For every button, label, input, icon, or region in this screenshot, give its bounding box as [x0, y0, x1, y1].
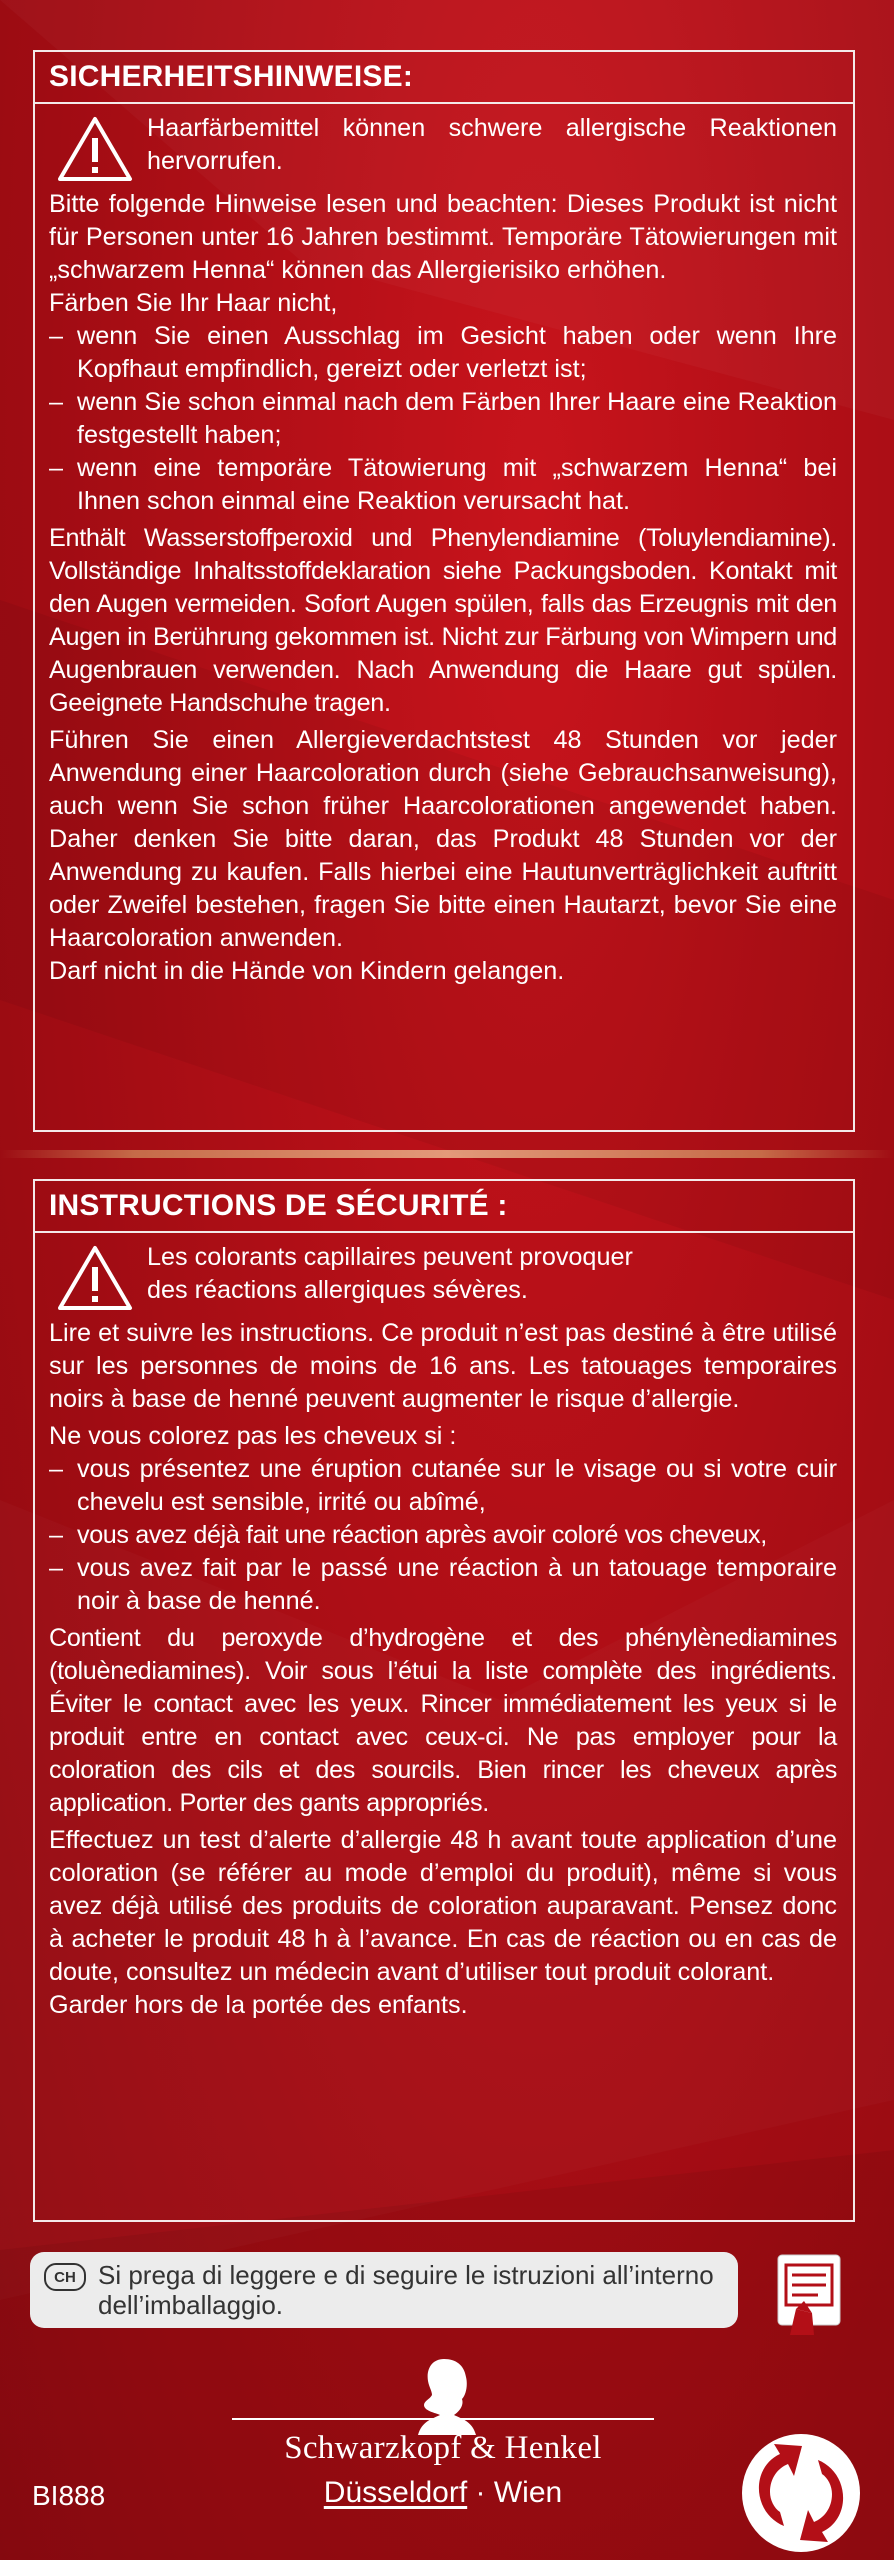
lead-text: Färben Sie Ihr Haar nicht,: [49, 289, 338, 317]
safety-box-french: [33, 1179, 855, 2222]
logo-rule: [232, 2418, 654, 2420]
list-item: – vous avez déjà fait une réaction après avoir coloré vos cheveux,: [49, 1521, 767, 1549]
brand-city-separator: ·: [467, 2476, 494, 2509]
brand-cities: [232, 2476, 654, 2510]
ingredients-text: Contient du peroxyde d’hydrogène et des phénylènediamines (toluènediamines). Voir sous l’étui la liste complète des ingrédients. Éviter le contact avec les yeux. Rincer immédiatement les yeux si le produit entre en contact avec ceux-ci. Ne pas employer pour la coloration des cils et des sourcils. Bien rincer les cheveux après application. Porter des gants appropriés.: [49, 1624, 837, 1817]
allergy-test-text: Führen Sie einen Allergieverdachtstest 48 Stunden vor jeder Anwendung einer Haarcoloration durch (siehe Gebrauchsanweisung), auch wenn Sie schon früher Haarcolorationen angewendet haben. Daher denken Sie bitte daran, das Produkt 48 Stunden vor der Anwendung zu kaufen. Falls hierbei eine Hautunverträglichkeit auftritt oder Zweifel bestehen, fragen Sie bitte einen Hautarzt, bevor Sie eine Haarcoloration anwenden.: [49, 726, 837, 952]
list-item: – vous présentez une éruption cutanée sur le visage ou si votre cuir chevelu est sensible, irrité ou abîmé,: [49, 1455, 837, 1516]
brand-city-1: Düsseldorf: [323, 2476, 468, 2509]
swiss-notice: [30, 2252, 738, 2328]
brand-city-2: Wien: [493, 2476, 563, 2509]
intro-text: Bitte folgende Hinweise lesen und beachten: Dieses Produkt ist nicht für Personen unter 16 Jahren bestimmt. Temporäre Tätowierungen mit „schwarzem Henna“ können das Allergierisiko erhöhen.: [49, 190, 837, 284]
children-warning-text: Garder hors de la portée des enfants.: [49, 1991, 468, 2019]
product-code: BI888: [32, 2480, 106, 2511]
safety-text-german: [35, 104, 853, 988]
list-item: – vous avez fait par le passé une réaction à un tatouage temporaire noir à base de henné.: [49, 1554, 837, 1615]
allergy-test-text: Effectuez un test d’alerte d’allergie 48 h avant toute application d’une coloration (se référer au mode d’emploi du produit), même si vous avez déjà utilisé des produits de coloration auparavant. Pensez donc à acheter le produit 48 h à l’avance. En cas de réaction ou en cas de doute, consultez un médecin avant d’utiliser tout produit colorant.: [49, 1826, 837, 1986]
warning-triangle-icon: [57, 1245, 133, 1311]
safety-box-german: [33, 50, 855, 1132]
warning-text: Les colorants capillaires peuvent provoquer des réactions allergiques sévères.: [147, 1243, 633, 1304]
children-warning-text: Darf nicht in die Hände von Kindern gelangen.: [49, 957, 565, 985]
section-divider: [0, 1150, 894, 1158]
list-item: – wenn Sie schon einmal nach dem Färben Ihrer Haare eine Reaktion festgestellt haben;: [49, 388, 837, 449]
schwarzkopf-bust-logo: [410, 2355, 484, 2439]
section-title-french: INSTRUCTIONS DE SÉCURITÉ :: [35, 1181, 853, 1233]
safety-text-french: [35, 1233, 853, 2022]
ch-badge: CH: [44, 2263, 86, 2291]
warning-text: Haarfärbemittel können schwere allergische Reaktionen hervorrufen.: [147, 114, 837, 175]
brand-name: Schwarzkopf & Henkel: [284, 2430, 602, 2466]
warning-triangle-icon: [57, 116, 133, 182]
list-item: – wenn Sie einen Ausschlag im Gesicht haben oder wenn Ihre Kopfhaut empfindlich, gereizt oder verletzt ist;: [49, 322, 837, 383]
swiss-notice-text: Si prega di leggere e di seguire le istruzioni all’interno dell’imballaggio.: [98, 2260, 714, 2320]
section-title-german: SICHERHEITSHINWEISE:: [35, 52, 853, 104]
warning-row: [49, 112, 837, 182]
list-item: – wenn eine temporäre Tätowierung mit „schwarzem Henna“ bei Ihnen schon einmal eine Reaktion verursacht hat.: [49, 454, 837, 515]
booklet-icon: [760, 2245, 856, 2341]
lead-text: Ne vous colorez pas les cheveux si :: [49, 1422, 457, 1450]
ingredients-text: Enthält Wasserstoffperoxid und Phenylendiamine (Toluylendiamine). Vollständige Inhaltsstoffdeklaration siehe Packungsboden. Kontakt mit den Augen vermeiden. Sofort Augen spülen, falls das Erzeugnis mit den Augen in Berührung gekommen ist. Nicht zur Färbung von Wimpern und Augenbrauen verwenden. Nach Anwendung die Haare gut spülen. Geeignete Handschuhe tragen.: [49, 524, 837, 717]
warning-row: [49, 1241, 837, 1311]
green-dot-icon: [740, 2432, 862, 2554]
intro-text: Lire et suivre les instructions. Ce produit n’est pas destiné à être utilisé sur les personnes de moins de 16 ans. Les tatouages temporaires noirs à base de henné peuvent augmenter le risque d’allergie.: [49, 1319, 837, 1413]
